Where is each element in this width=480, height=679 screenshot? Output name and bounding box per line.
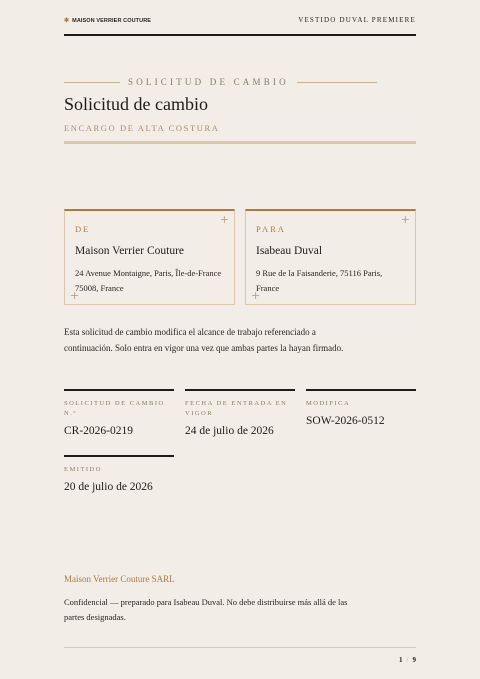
from-address: 24 Avenue Montaigne, Paris, Île-de-France 75008, France [75, 268, 222, 293]
field-effective-date [185, 389, 295, 437]
field-change-number [64, 389, 174, 437]
field-value: 20 de julio de 2026 [64, 481, 153, 493]
page-separator: / [406, 656, 409, 664]
plus-icon: + [70, 289, 80, 302]
eyebrow-text: SOLICITUD DE CAMBIO [128, 77, 289, 87]
field-label: MODIFICA [306, 400, 351, 407]
plus-icon: + [251, 289, 261, 302]
field-rule [64, 455, 174, 457]
eyebrow-row [64, 76, 416, 88]
to-address: 9 Rue de la Faisanderie, 75116 Paris, France [256, 268, 383, 293]
field-rule [306, 389, 416, 391]
brand [64, 17, 151, 24]
field-label: EMITIDO [64, 466, 102, 473]
field-label: FECHA DE ENTRADA EN VIGOR [185, 400, 288, 417]
from-label: DE [75, 224, 91, 234]
page-subtitle: ENCARGO DE ALTA COSTURA [64, 123, 220, 133]
field-label: SOLICITUD DE CAMBIO N.º [64, 400, 165, 417]
eyebrow-divider-right [297, 82, 377, 83]
brand-name: MAISON VERRIER COUTURE [72, 17, 152, 24]
from-name: Maison Verrier Couture [75, 245, 185, 257]
field-issued [64, 455, 174, 493]
field-modifies [306, 389, 416, 427]
plus-icon: + [400, 213, 410, 226]
intro-paragraph: Esta solicitud de cambio modifica el alcance de trabajo referenciado a continuación. Solo entra en vigor una vez que ambas partes la hayan firmado. [64, 327, 344, 353]
field-value: 24 de julio de 2026 [185, 425, 274, 437]
document-label: VESTIDO DUVAL PREMIERE [298, 16, 416, 24]
page-current: 1 [399, 656, 403, 664]
footer-divider [64, 647, 416, 648]
eyebrow-divider-left [64, 82, 120, 83]
top-header [64, 14, 416, 36]
company-name: Maison Verrier Couture SARL [64, 574, 175, 584]
from-card [64, 209, 235, 305]
confidentiality-note: Confidencial — preparado para Isabeau Duval. No debe distribuirse más allá de las partes designadas. [64, 597, 348, 622]
page-title: Solicitud de cambio [64, 94, 208, 114]
field-value: CR-2026-0219 [64, 425, 133, 437]
page-total: 9 [412, 656, 416, 664]
field-value: SOW-2026-0512 [306, 415, 385, 427]
star-icon: ✱ [64, 18, 70, 24]
field-rule [185, 389, 295, 391]
plus-icon: + [219, 213, 229, 226]
field-rule [64, 389, 174, 391]
to-card [245, 209, 416, 305]
page-number [399, 656, 416, 664]
to-label: PARA [256, 224, 286, 234]
title-divider [64, 141, 416, 144]
to-name: Isabeau Duval [256, 245, 323, 257]
